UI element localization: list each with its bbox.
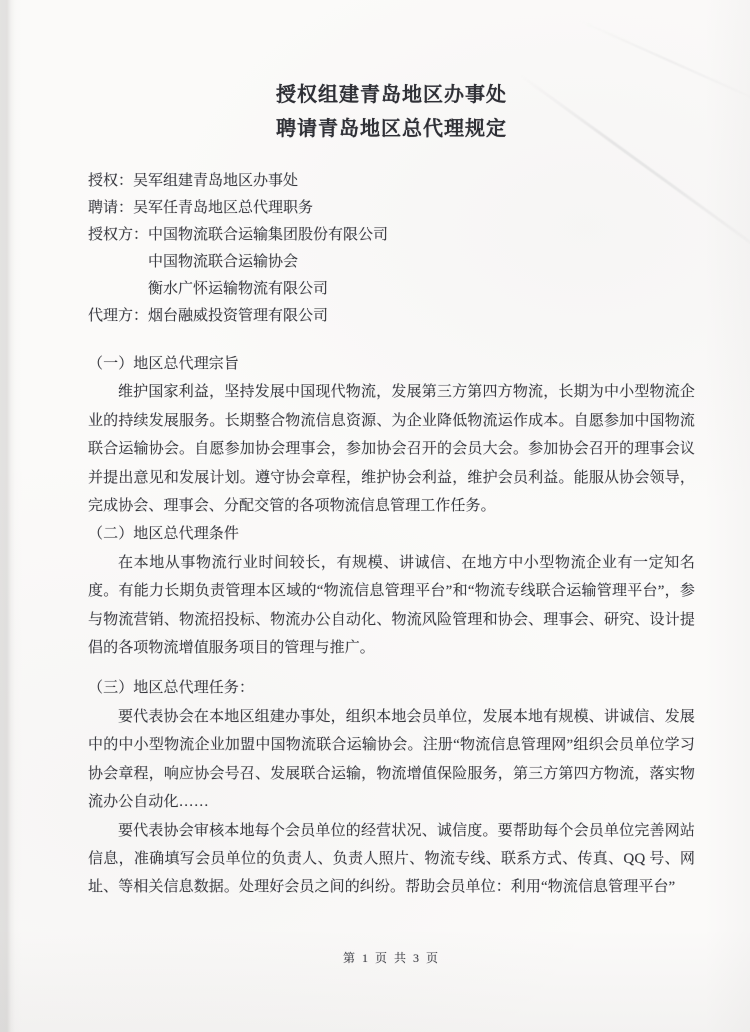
- header-line-authorizer-3: 衡水广怀运输物流有限公司: [148, 281, 329, 297]
- section-3-heading: （三）地区总代理任务：: [88, 680, 255, 697]
- title-line-2: 聘请青岛地区总代理规定: [276, 118, 507, 140]
- document-title: [88, 78, 695, 146]
- header-line-agent: 代理方：烟台融威投资管理有限公司: [88, 308, 329, 324]
- document-body: [88, 350, 695, 972]
- section-1-paragraph: 维护国家利益，坚持发展中国现代物流，发展第三方第四方物流，长期为中小型物流企业的持续发展服务。长期整合物流信息资源、为企业降低物流运作成本。自愿参加中国物流联合运输协会。自愿参加协会理事会，参加协会召开的会员大会。参加协会召开的理事会议并提出意见和发展计划。遵守协会章程，维护协会利益，维护会员利益。能服从协会领导，完成协会、理事会、分配交管的各项物流信息管理工作任务。: [88, 384, 695, 515]
- page-number-indicator: 第 1 页 共 3 页: [342, 950, 440, 965]
- section-2-heading: （二）地区总代理条件: [88, 526, 240, 543]
- header-line-authorizer-2: 中国物流联合运输协会: [148, 254, 299, 270]
- section-3-paragraph-1: 要代表协会在本地区组建办事处，组织本地会员单位，发展本地有规模、讲诚信、发展中的中小型物流企业加盟中国物流联合运输协会。注册“物流信息管理网”组织会员单位学习协会章程，响应协会号召、发展联合运输，物流增值保险服务，第三方第四方物流，落实物流办公自动化……: [88, 708, 695, 811]
- authorization-header: [88, 168, 695, 330]
- section-2-paragraph: 在本地从事物流行业时间较长，有规模、讲诚信、在地方中小型物流企业有一定知名度。有能力长期负责管理本区域的“物流信息管理平台”和“物流专线联合运输管理平台”，参与物流营销、物流招投标、物流办公自动化、物流风险管理和协会、理事会、研究、设计提倡的各项物流增值服务项目的管理与推广。: [88, 554, 695, 657]
- title-line-1: 授权组建青岛地区办事处: [276, 84, 507, 106]
- header-line-appoint: 聘请：吴军任青岛地区总代理职务: [88, 200, 314, 216]
- header-line-authorize: 授权：吴军组建青岛地区办事处: [88, 173, 299, 189]
- header-line-authorizer-1: 授权方：中国物流联合运输集团股份有限公司: [88, 227, 389, 243]
- section-3-paragraph-2: 要代表协会审核本地每个会员单位的经营状况、诚信度。要帮助每个会员单位完善网站信息，准确填写会员单位的负责人、负责人照片、物流专线、联系方式、传真、QQ 号、网址、等相关信息数据。处理好会员之间的纠纷。帮助会员单位：利用“物流信息管理平台”: [88, 822, 695, 896]
- section-1-heading: （一）地区总代理宗旨: [88, 356, 240, 372]
